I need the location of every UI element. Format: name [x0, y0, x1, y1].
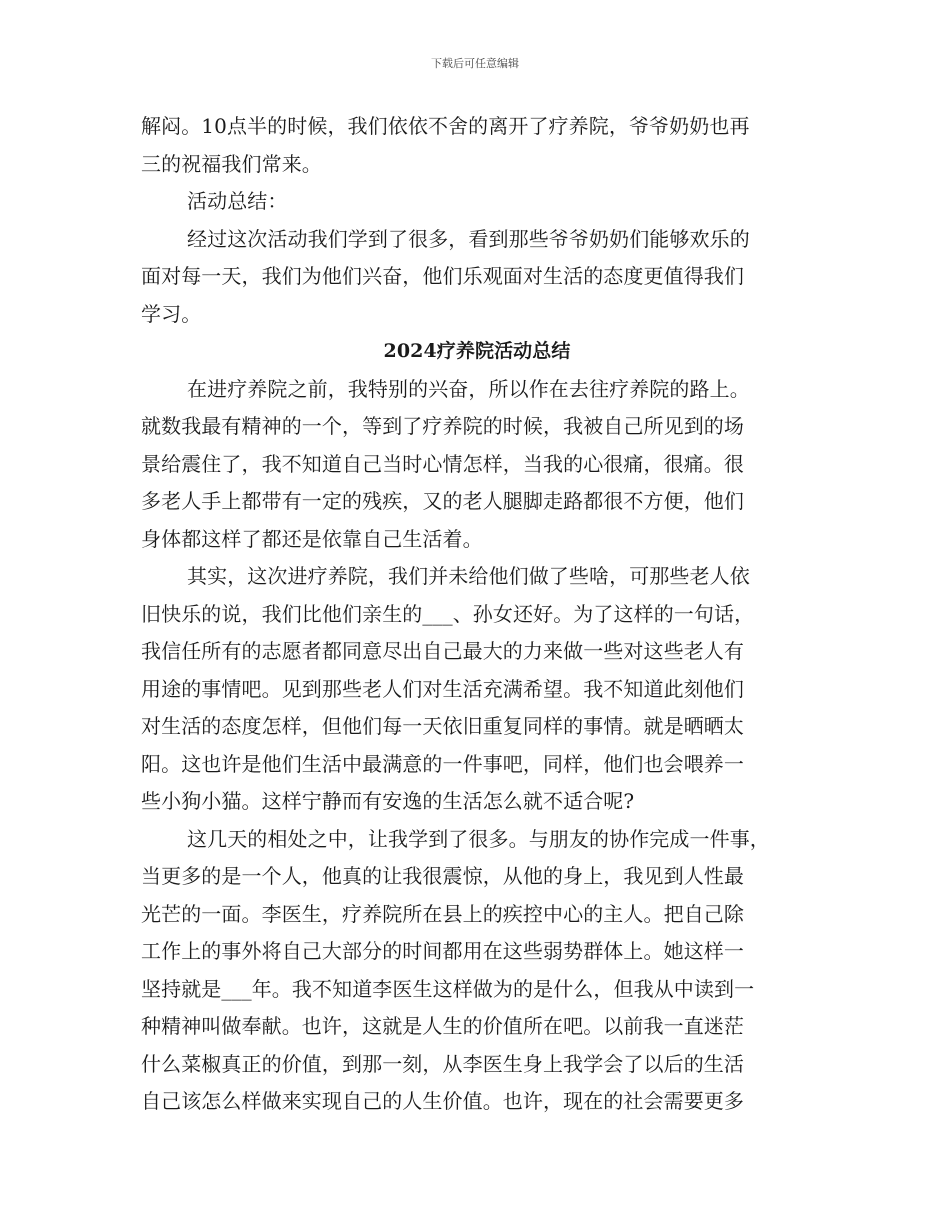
text-line: 其实，这次进疗养院，我们并未给他们做了些啥，可那些老人依	[187, 564, 750, 588]
text-line: 学习。	[141, 301, 202, 326]
text-line: 什么菜椒真正的价值，到那一刻，从李医生身上我学会了以后的生活	[141, 1051, 744, 1076]
text-line: 这几天的相处之中，让我学到了很多。与朋友的协作完成一件事，	[187, 826, 770, 851]
text-line: 光芒的一面。李医生，疗养院所在县上的疾控中心的主人。把自己除	[141, 901, 744, 926]
text-line: 坚持就是___年。我不知道李医生这样做为的是什么，但我从中读到一	[141, 976, 755, 1001]
text-line: 种精神叫做奉献。也许，这就是人生的价值所在吧。以前我一直迷茫	[141, 1014, 744, 1038]
text-line: 解闷。10点半的时候，我们依依不舍的离开了疗养院，爷爷奶奶也再	[141, 114, 750, 138]
document-body	[141, 108, 813, 1121]
text-line: 些小狗小猫。这样宁静而有安逸的生活怎么就不适合呢?	[141, 789, 635, 813]
text-line: 就数我最有精神的一个，等到了疗养院的时候，我被自己所见到的场	[141, 414, 744, 438]
text-line: 自己该怎么样做来实现自己的人生价值。也许，现在的社会需要更多	[141, 1089, 744, 1113]
text-line: 多老人手上都带有一定的残疾，又的老人腿脚走路都很不方便，他们	[141, 489, 744, 513]
text-line: 景给震住了，我不知道自己当时心情怎样，当我的心很痛，很痛。很	[141, 451, 744, 476]
text-line: 用途的事情吧。见到那些老人们对生活充满希望。我不知道此刻他们	[141, 676, 744, 701]
text-line: 我信任所有的志愿者都同意尽出自己最大的力来做一些对这些老人有	[141, 639, 744, 663]
page-header: 下载后可任意编辑	[431, 57, 519, 70]
text-line: 对生活的态度怎样，但他们每一天依旧重复同样的事情。就是晒晒太	[141, 714, 744, 738]
section-label: 活动总结：	[187, 189, 288, 213]
text-line: 身体都这样了都还是依靠自己生活着。	[141, 526, 483, 551]
text-line: 三的祝福我们常来。	[141, 151, 322, 176]
text-line: 当更多的是一个人，他真的让我很震惊，从他的身上，我见到人性最	[141, 864, 744, 888]
section-title: 2024疗养院活动总结	[383, 340, 571, 362]
text-line: 工作上的事外将自己大部分的时间都用在这些弱势群体上。她这样一	[141, 939, 744, 963]
text-line: 经过这次活动我们学到了很多，看到那些爷爷奶奶们能够欢乐的	[187, 226, 750, 251]
text-line: 在进疗养院之前，我特别的兴奋，所以作在去往疗养院的路上。	[187, 376, 750, 401]
text-line: 旧快乐的说，我们比他们亲生的___、孙女还好。为了这样的一句话，	[141, 601, 755, 626]
text-line: 面对每一天，我们为他们兴奋，他们乐观面对生活的态度更值得我们	[141, 264, 744, 288]
text-line: 阳。这也许是他们生活中最满意的一件事吧，同样，他们也会喂养一	[141, 751, 744, 776]
